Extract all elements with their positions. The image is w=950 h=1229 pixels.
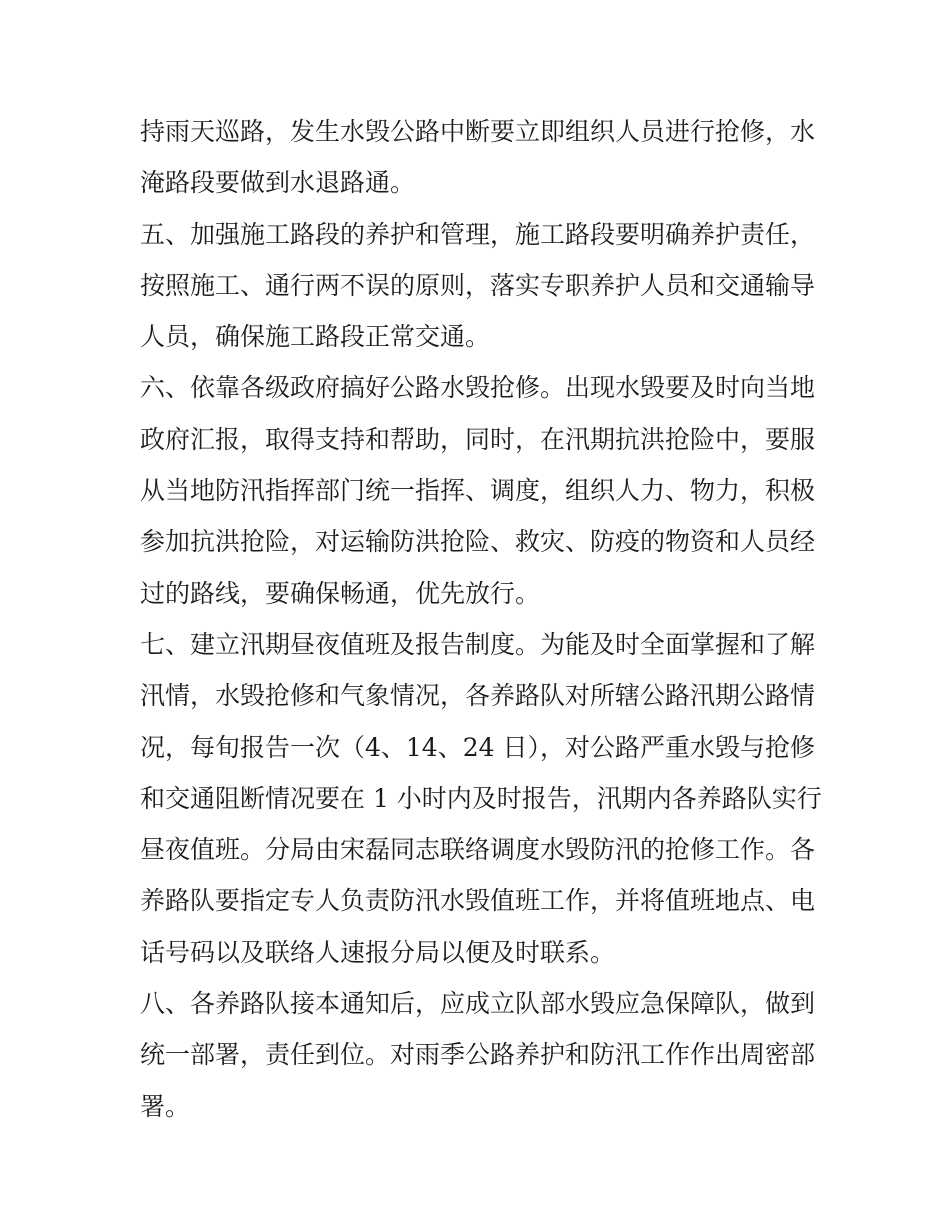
body-text xyxy=(140,106,820,1132)
text-line: 从当地防汛指挥部门统一指挥、调度，组织人力、物力，积极 xyxy=(140,476,816,506)
text-line: 和交通阻断情况要在 1 小时内及时报告，汛期内各养路队实行 xyxy=(140,783,822,813)
text-line: 六、依靠各级政府搞好公路水毁抢修。出现水毁要及时向当地 xyxy=(140,373,816,403)
text-line: 过的路线，要确保畅通，优先放行。 xyxy=(140,578,541,608)
text-line: 按照施工、通行两不误的原则，落实专职养护人员和交通输导 xyxy=(140,270,816,300)
text-line: 政府汇报，取得支持和帮助，同时，在汛期抗洪抢险中，要服 xyxy=(140,424,816,454)
text-line: 话号码以及联络人速报分局以便及时联系。 xyxy=(140,937,616,967)
text-line: 统一部署，责任到位。对雨季公路养护和防汛工作作出周密部 xyxy=(140,1040,816,1070)
text-line: 况，每旬报告一次（4、14、24 日），对公路严重水毁与抢修 xyxy=(140,732,815,762)
text-line: 汛情，水毁抢修和气象情况，各养路队对所辖公路汛期公路情 xyxy=(140,681,816,711)
text-line: 持雨天巡路，发生水毁公路中断要立即组织人员进行抢修，水 xyxy=(140,117,816,146)
text-line: 署。 xyxy=(140,1091,191,1121)
text-line: 淹路段要做到水退路通。 xyxy=(140,168,416,198)
text-line: 昼夜值班。分局由宋磊同志联络调度水毁防汛的抢修工作。各 xyxy=(140,835,816,865)
text-line: 人员，确保施工路段正常交通。 xyxy=(140,322,491,352)
text-line: 养路队要指定专人负责防汛水毁值班工作，并将值班地点、电 xyxy=(140,886,816,916)
text-line: 参加抗洪抢险，对运输防洪抢险、救灾、防疫的物资和人员经 xyxy=(140,527,816,557)
text-line: 五、加强施工路段的养护和管理，施工路段要明确养护责任， xyxy=(140,219,816,249)
text-line: 七、建立汛期昼夜值班及报告制度。为能及时全面掌握和了解 xyxy=(140,629,816,659)
text-line: 八、各养路队接本通知后，应成立队部水毁应急保障队，做到 xyxy=(140,989,816,1019)
